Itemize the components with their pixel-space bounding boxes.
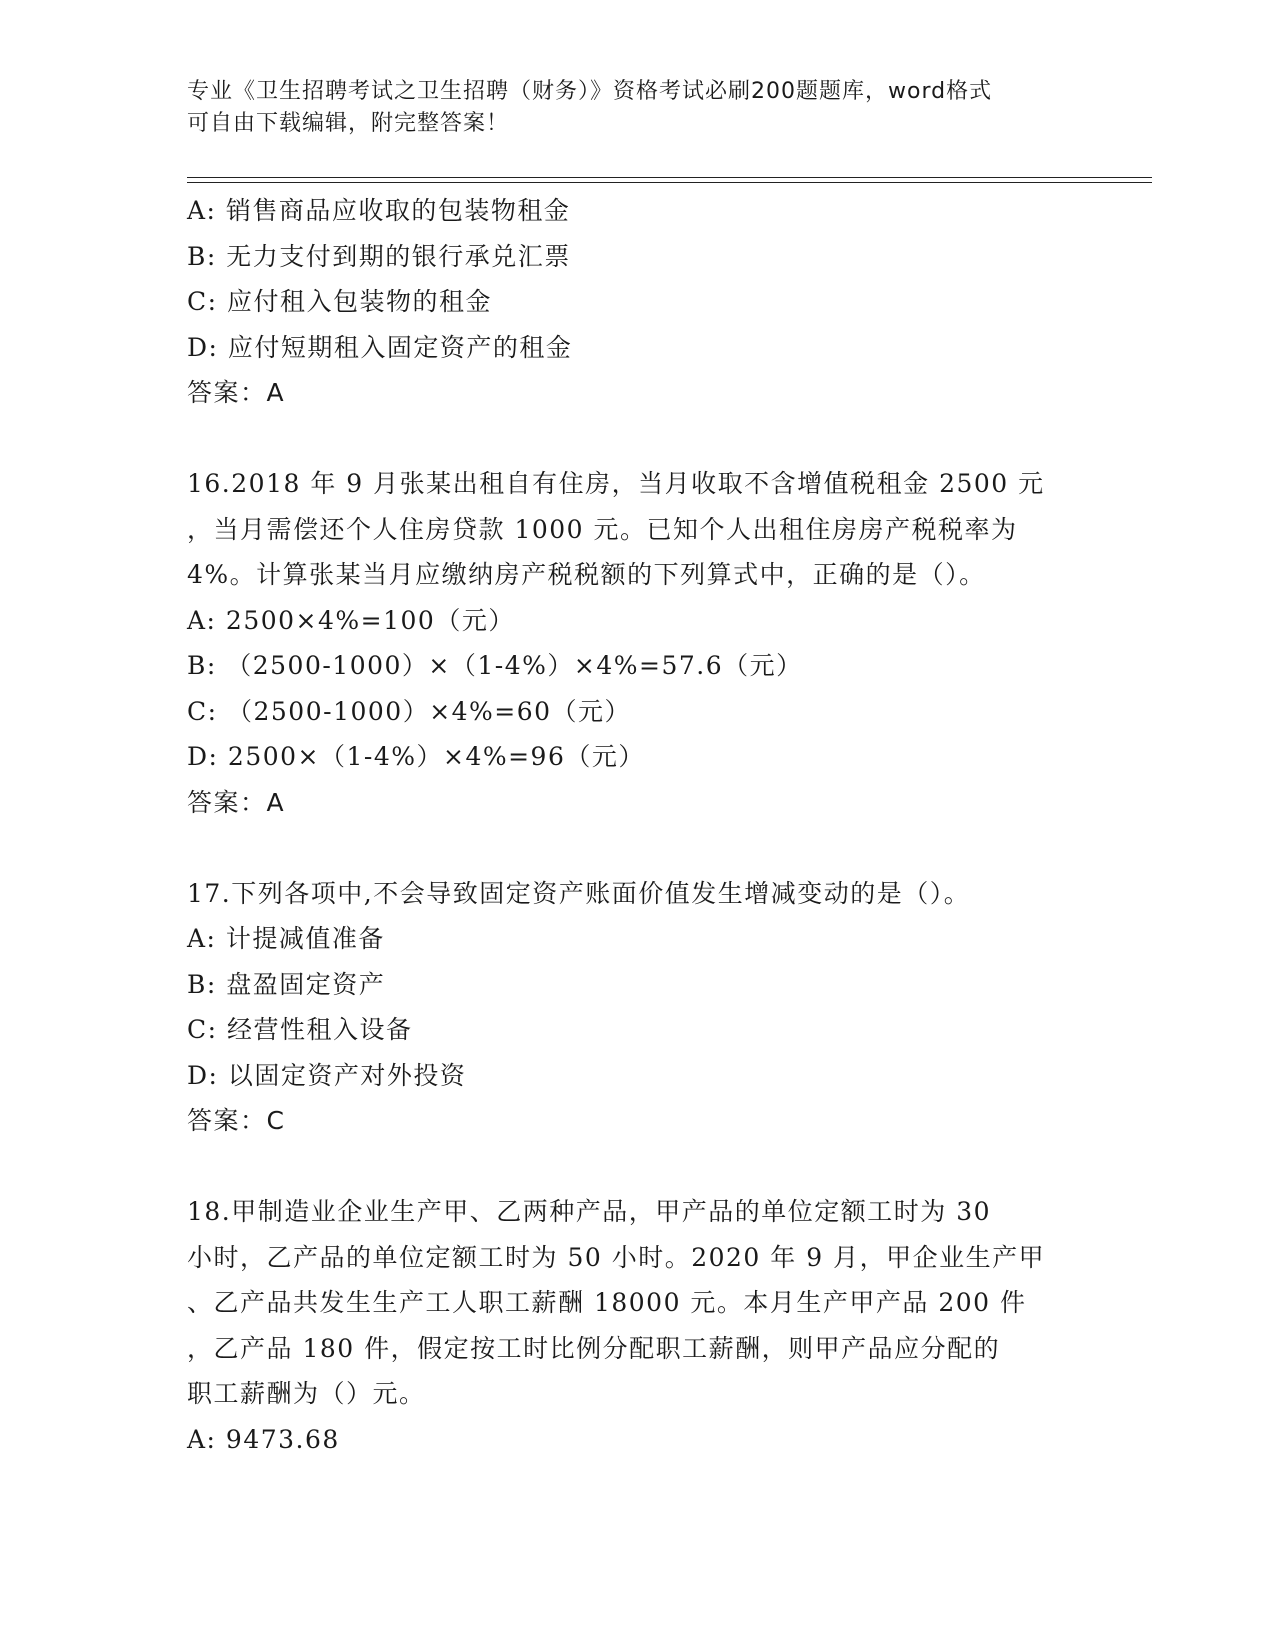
question-16 — [187, 461, 1087, 825]
option-c: C: 经营性租入设备 — [187, 1015, 413, 1044]
option-a: A: 计提减值准备 — [187, 924, 385, 953]
question-15 — [187, 188, 1087, 416]
option-d: D: 以固定资产对外投资 — [187, 1060, 467, 1090]
question-stem-line: 4%。计算张某当月应缴纳房产税税额的下列算式中，正确的是（）。 — [187, 560, 986, 589]
option-a: A: 2500×4%=100（元） — [187, 605, 515, 635]
option-b: B: （2500-1000）×（1-4%）×4%=57.6（元） — [187, 651, 803, 680]
question-stem-line: ，当月需偿还个人住房贷款 1000 元。已知个人出租住房房产税税率为 — [187, 514, 1018, 544]
spacer — [187, 825, 1087, 871]
question-stem-line: 、乙产品共发生生产工人职工薪酬 18000 元。本月生产甲产品 200 件 — [187, 1288, 1027, 1317]
option-c: C: （2500-1000）×4%=60（元） — [187, 696, 632, 726]
question-stem-line: 17.下列各项中,不会导致固定资产账面价值发生增减变动的是（）。 — [187, 878, 971, 908]
question-stem-line: 小时，乙产品的单位定额工时为 50 小时。2020 年 9 月，甲企业生产甲 — [187, 1242, 1046, 1272]
spacer — [187, 1144, 1087, 1190]
spacer — [187, 416, 1087, 462]
option-b: B: 盘盈固定资产 — [187, 969, 386, 999]
option-b: B: 无力支付到期的银行承兑汇票 — [187, 241, 571, 271]
header-rule-bottom — [187, 182, 1152, 183]
question-stem-line: 16.2018 年 9 月张某出租自有住房，当月收取不含增值税租金 2500 元 — [187, 469, 1045, 498]
header-rule-top — [187, 177, 1152, 178]
answer-line: 答案：A — [187, 378, 286, 407]
question-17 — [187, 871, 1087, 1144]
question-stem-line: ，乙产品 180 件，假定按工时比例分配职工薪酬，则甲产品应分配的 — [187, 1333, 1001, 1363]
header-line-2: 可自由下载编辑，附完整答案！ — [187, 111, 510, 136]
answer-line: 答案：A — [187, 787, 286, 817]
question-18 — [187, 1189, 1087, 1462]
answer-line: 答案：C — [187, 1106, 286, 1135]
question-stem-line: 18.甲制造业企业生产甲、乙两种产品，甲产品的单位定额工时为 30 — [187, 1197, 992, 1226]
page-header — [187, 76, 1067, 140]
option-d: D: 应付短期租入固定资产的租金 — [187, 332, 573, 362]
header-line-1: 专业《卫生招聘考试之卫生招聘（财务）》资格考试必刷200题题库，word格式 — [187, 79, 993, 104]
question-stem-line: 职工薪酬为（）元。 — [187, 1379, 426, 1408]
option-d: D: 2500×（1-4%）×4%=96（元） — [187, 742, 645, 771]
option-c: C: 应付租入包装物的租金 — [187, 287, 492, 316]
question-content — [187, 188, 1087, 1462]
option-a: A: 9473.68 — [187, 1424, 340, 1454]
option-a: A: 销售商品应收取的包装物租金 — [187, 196, 571, 225]
